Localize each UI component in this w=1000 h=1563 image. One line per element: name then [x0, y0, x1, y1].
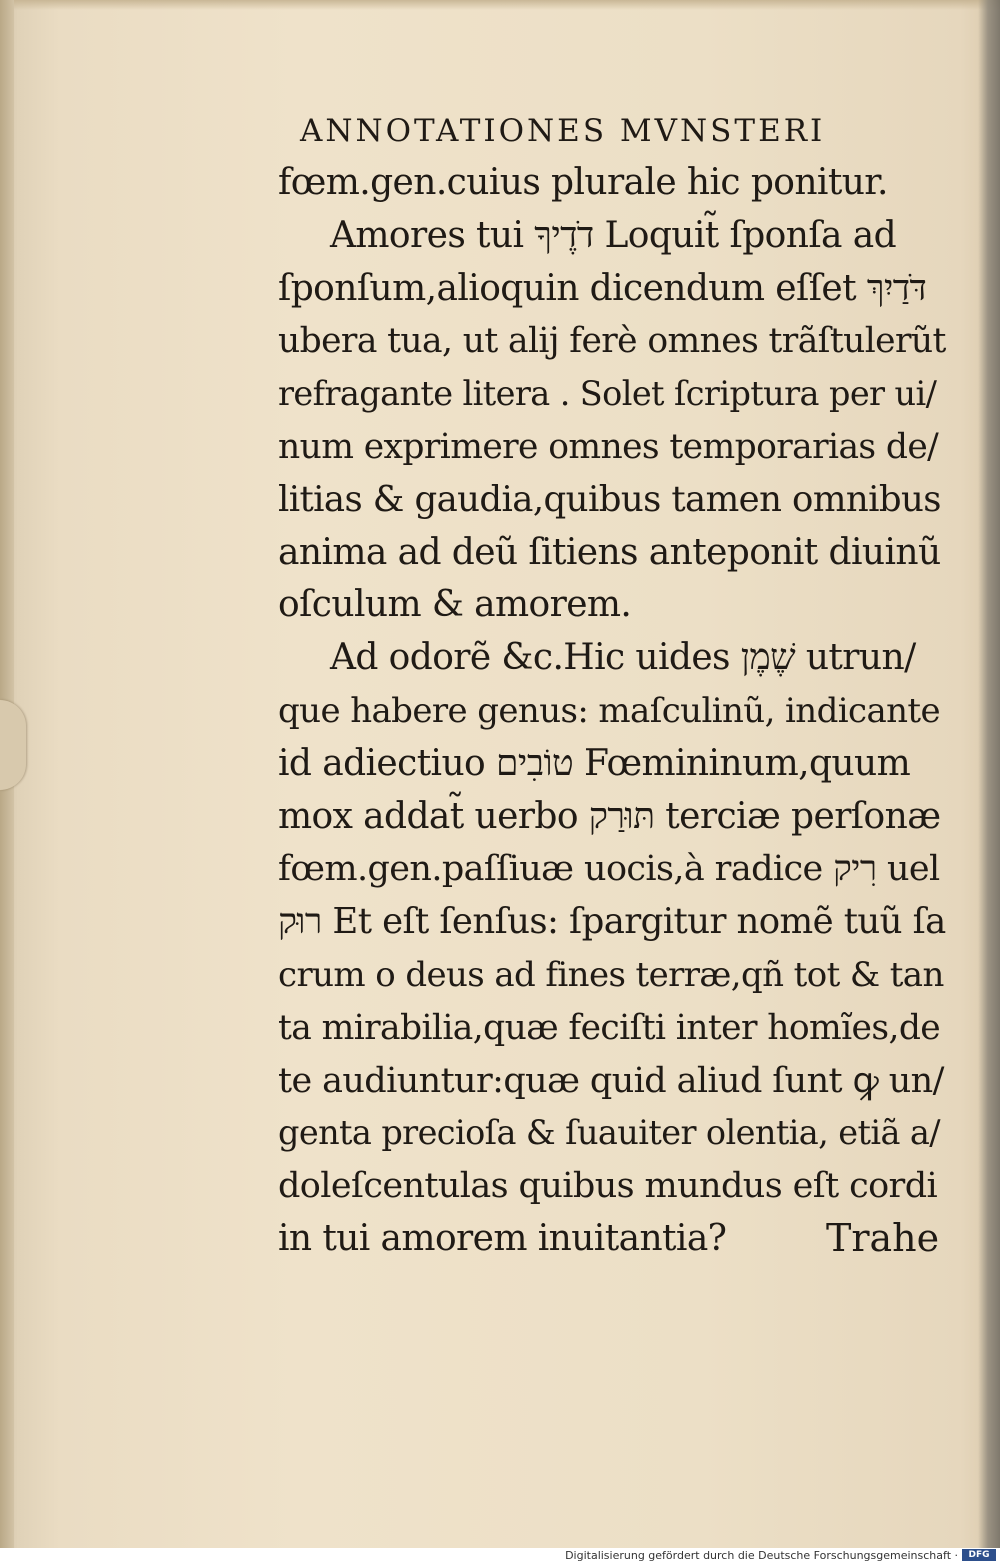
text-line-5: refragante litera . Solet ſcriptura per ui/: [278, 374, 937, 414]
text-line-21: in tui amorem inuitantia?: [278, 1217, 727, 1259]
text-line-19: genta precioſa & ſuauiter olentia, etiã a/: [278, 1113, 940, 1153]
footer-credit: Digitalisierung gefördert durch die Deutsche Forschungsgemeinschaft ·: [565, 1549, 958, 1562]
page-top-edge: [0, 0, 1000, 10]
text-line-4: ubera tua, ut alij ferè omnes trãſtulerũt: [278, 321, 946, 362]
text-line-14: fœm.gen.paſſiuæ uocis,à radice רִיק uel: [278, 849, 940, 890]
dfg-logo-icon: DFG: [962, 1549, 996, 1561]
text-line-17: ta mirabilia,quæ feciſti inter homĩes,de: [278, 1007, 941, 1048]
text-line-16: crum o deus ad fines terræ,qñ tot & tan: [278, 954, 944, 995]
running-head: ANNOTATIONES MVNSTERI: [300, 113, 826, 149]
text-line-1: fœm.gen.cuius plurale hic ponitur.: [278, 162, 888, 203]
text-line-10: Ad odorẽ &c.Hic uides שֶׁמֶן utrun/: [330, 637, 916, 679]
text-line-20: doleſcentulas quibus mundus eſt cordi: [278, 1166, 938, 1207]
text-block: [278, 105, 946, 1266]
text-line-11: que habere genus: maſculinũ, indicante: [278, 690, 941, 731]
text-line-13: mox addat̃ uerbo תּוּרַק terciæ perſonæ: [278, 795, 941, 837]
text-line-2: Amores tui דֹדֶיךָ Loquit̃ ſponſa ad: [330, 214, 897, 256]
catchword: Trahe: [826, 1216, 940, 1260]
text-line-7: litias & gaudia,quibus tamen omnibus: [278, 478, 941, 520]
binding-edge: [978, 0, 1000, 1548]
footer-bar: [0, 1548, 1000, 1563]
page-fold-tab: [0, 700, 26, 790]
text-line-12: id adiectiuo טוֹבִים Fœmininum,quum: [278, 742, 911, 784]
text-line-15: רוּק Et eſt ſenſus: ſpargitur nomẽ tuũ ſa: [278, 901, 946, 943]
text-line-6: num exprimere omnes temporarias de/: [278, 426, 939, 467]
text-line-18: te audiuntur:quæ quid aliud ſunt ꝙ un/: [278, 1060, 944, 1101]
text-line-3: ſponſum,alioquin dicendum eſſet דֹּדַיִךְ: [278, 267, 927, 309]
text-line-9: oſculum & amorem.: [278, 584, 632, 626]
text-line-8: anima ad deũ ſitiens anteponit diuinũ: [278, 531, 941, 573]
